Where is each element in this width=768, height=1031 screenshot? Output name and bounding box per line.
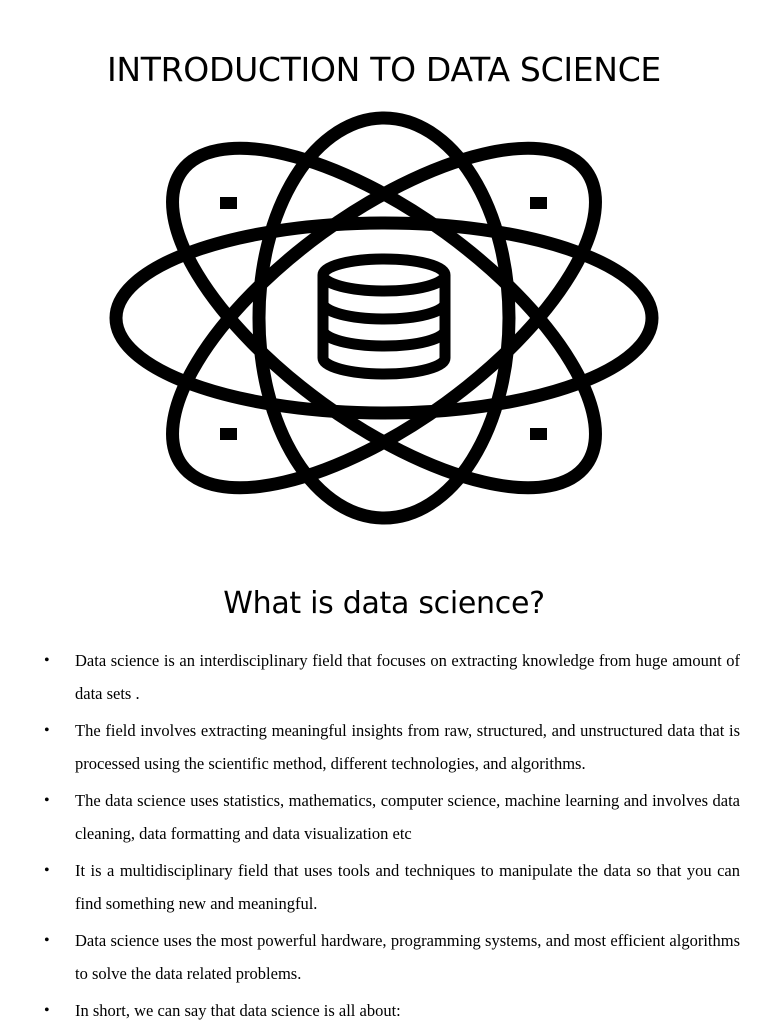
list-item-text: The field involves extracting meaningful insights from raw, structured, and unstructured data that is processed using the scientific method, different technologies, and algorithms. xyxy=(75,721,740,773)
page-title: INTRODUCTION TO DATA SCIENCE xyxy=(106,50,661,89)
bullet-icon: • xyxy=(44,792,50,809)
electron-dot xyxy=(530,428,547,440)
bullet-icon: • xyxy=(44,932,50,949)
list-item-text: The data science uses statistics, mathematics, computer science, machine learning and involves data cleaning, data formatting and data visualization etc xyxy=(75,791,740,843)
bullet-icon: • xyxy=(44,862,50,879)
list-item-text: Data science uses the most powerful hardware, programming systems, and most efficient algorithms to solve the data related problems. xyxy=(75,931,740,983)
list-item xyxy=(0,854,768,920)
bullet-icon: • xyxy=(44,1002,50,1019)
list-item-text: Data science is an interdisciplinary field that focuses on extracting knowledge from huge amount of data sets . xyxy=(75,651,740,703)
electron-dot xyxy=(530,197,547,209)
database-icon xyxy=(323,259,445,374)
section-heading: What is data science? xyxy=(223,586,545,621)
list-item-text: In short, we can say that data science is all about: xyxy=(75,1001,401,1020)
list-item-text: It is a multidisciplinary field that uses tools and techniques to manipulate the data so that you can find something new and meaningful. xyxy=(75,861,740,913)
bullet-list xyxy=(0,644,768,1031)
bullet-icon: • xyxy=(44,722,50,739)
list-item xyxy=(0,784,768,850)
electron-dot xyxy=(220,428,237,440)
electron-dot xyxy=(220,197,237,209)
list-item xyxy=(0,994,768,1027)
atom-database-icon xyxy=(104,110,664,530)
list-item xyxy=(0,924,768,990)
list-item xyxy=(0,714,768,780)
list-item xyxy=(0,644,768,710)
bullet-icon: • xyxy=(44,652,50,669)
